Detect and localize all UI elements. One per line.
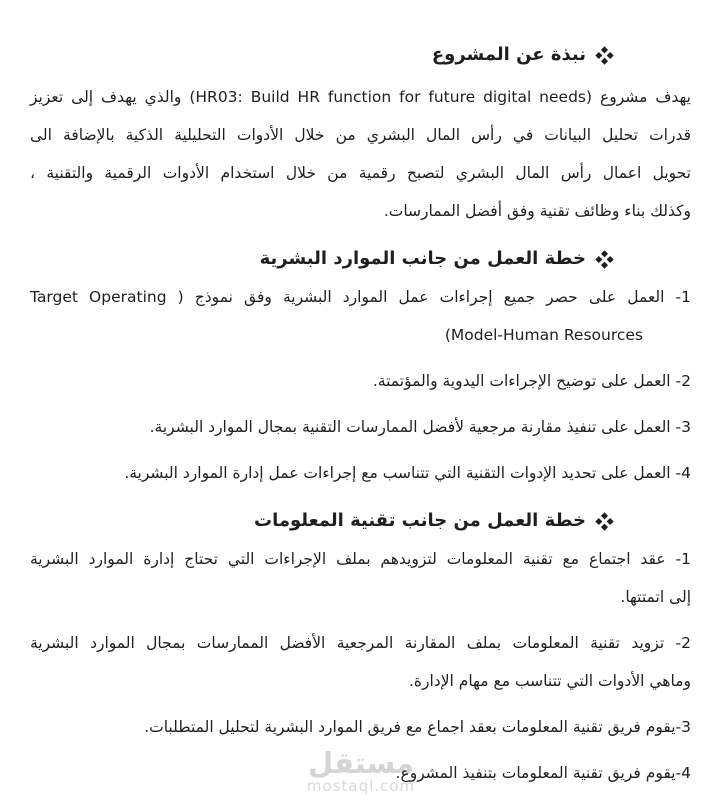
about-section-heading: [30, 40, 691, 70]
paragraph-line: وكذلك بناء وظائف تقنية وفق أفضل الممارسات.: [383, 202, 691, 220]
paragraph-line: قدرات تحليل البيانات في رأس المال البشري من خلال الأدوات التحليلية الذكية بالإضافة الى: [30, 126, 691, 144]
it-plan-item-4: [30, 754, 691, 795]
hr-plan-item-2: [30, 362, 691, 400]
list-item-line: Model-Human Resources): [444, 326, 643, 344]
hr-plan-heading-text: خطة العمل من جانب الموارد البشرية: [259, 248, 586, 269]
list-item-line: إلى اتمتتها.: [620, 588, 691, 606]
list-item-line: 3- العمل على تنفيذ مقارنة مرجعية لأفضل الممارسات التقنية بمجال الموارد البشرية.: [149, 418, 691, 436]
diamond-bullet-icon: [595, 46, 613, 64]
it-plan-section-heading: [30, 506, 691, 536]
hr-plan-item-1: [30, 278, 691, 354]
about-heading-text: نبذة عن المشروع: [431, 44, 586, 65]
list-item-line: 1- عقد اجتماع مع تقنية المعلومات لتزويدهم بملف الإجراءات التي تحتاج إدارة الموارد البشرية: [30, 550, 691, 568]
list-item-line: 2- تزويد تقنية المعلومات بملف المقارنة المرجعية الأفضل الممارسات بمجال الموارد البشرية: [30, 634, 691, 652]
it-plan-item-2: [30, 624, 691, 700]
it-plan-item-1: [30, 540, 691, 616]
hr-plan-item-3: [30, 408, 691, 446]
diamond-bullet-icon: [595, 250, 613, 268]
document-content: [30, 40, 692, 795]
list-item-line: 1- العمل على حصر جميع إجراءات عمل الموارد البشرية وفق نموذج ( Target Operating: [30, 288, 692, 306]
hr-plan-section-heading: [30, 244, 691, 274]
paragraph-line: يهدف مشروع (HR03: Build HR function for future digital needs) والذي يهدف إلى تعزيز: [30, 88, 691, 106]
list-item-line: 4-يقوم فريق تقنية المعلومات بتنفيذ المشروع.: [395, 764, 691, 782]
it-plan-item-3: [30, 708, 691, 746]
list-item-line: 2- العمل على توضيح الإجراءات اليدوية والمؤتمتة.: [372, 372, 691, 390]
paragraph-line: تحويل اعمال رأس المال البشري لتصبح رقمية من خلال استخدام الأدوات الرقمية والتقنية ،: [30, 164, 691, 182]
diamond-bullet-icon: [595, 512, 613, 530]
it-plan-heading-text: خطة العمل من جانب تقنية المعلومات: [254, 510, 586, 531]
mostaql-logo-icon: مستقل: [307, 746, 415, 780]
watermark-domain-text: mostaql.com: [306, 777, 416, 795]
list-item-line: وماهي الأدوات التي تتناسب مع مهام الإدارة.: [408, 672, 691, 690]
hr-plan-item-4: [30, 454, 691, 492]
list-item-line: 3-يقوم فريق تقنية المعلومات بعقد اجماع مع فريق الموارد البشرية لتحليل المتطلبات.: [144, 718, 691, 736]
list-item-line: 4- العمل على تحديد الإدوات التقنية التي تتناسب مع إجراءات عمل إدارة الموارد البشرية.: [124, 464, 691, 482]
about-paragraph: [30, 78, 691, 230]
